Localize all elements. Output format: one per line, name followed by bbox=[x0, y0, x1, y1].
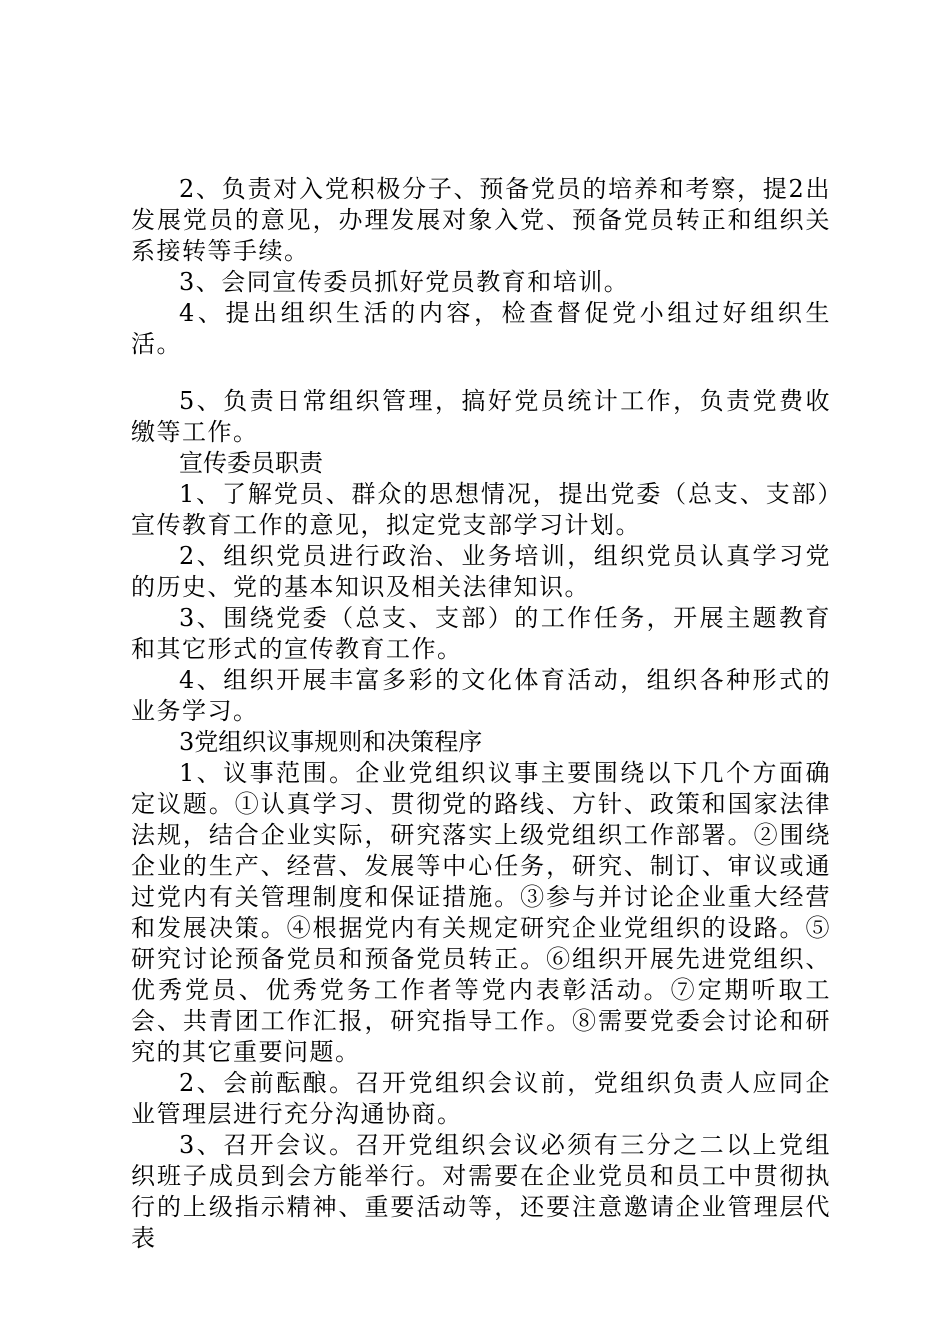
document-body bbox=[131, 174, 831, 1254]
paragraph-publicity-duty-2: 2、组织党员进行政治、业务培训，组织党员认真学习党的历史、党的基本知识及相关法律知识。 bbox=[131, 542, 831, 601]
paragraph-organizing-duty-4: 4、提出组织生活的内容，检查督促党小组过好组织生活。 bbox=[131, 299, 831, 358]
section-heading-publicity-duties: 宣传委员职责 bbox=[179, 449, 323, 477]
paragraph-publicity-duty-4: 4、组织开展丰富多彩的文化体育活动，组织各种形式的业务学习。 bbox=[131, 666, 831, 725]
paragraph-rule-1-scope: 1、议事范围。企业党组织议事主要围绕以下几个方面确定议题。①认真学习、贯彻党的路线、方针、政策和国家法律法规，结合企业实际，研究落实上级党组织工作部署。②围绕企业的生产、经营、发展等中心任务，研究、制订、审议或通过党内有关管理制度和保证措施。③参与并讨论企业重大经营和发展决策。④根据党内有关规定研究企业党组织的设路。⑤研究讨论预备党员和预备党员转正。⑥组织开展先进党组织、优秀党员、优秀党务工作者等党内表彰活动。⑦定期听取工会、共青团工作汇报，研究指导工作。⑧需要党委会讨论和研究的其它重要问题。 bbox=[131, 759, 831, 1066]
paragraph-publicity-duty-1: 1、了解党员、群众的思想情况，提出党委（总支、支部）宣传教育工作的意见，拟定党支部学习计划。 bbox=[131, 480, 831, 539]
paragraph-organizing-duty-2: 2、负责对入党积极分子、预备党员的培养和考察，提2出发展党员的意见，办理发展对象入党、预备党员转正和组织关系接转等手续。 bbox=[131, 175, 831, 265]
paragraph-rule-3-meeting: 3、召开会议。召开党组织会议必须有三分之二以上党组织班子成员到会方能举行。对需要在企业党员和员工中贯彻执行的上级指示精神、重要活动等，还要注意邀请企业管理层代表 bbox=[131, 1131, 831, 1252]
paragraph-publicity-duty-3: 3、围绕党委（总支、支部）的工作任务，开展主题教育和其它形式的宣传教育工作。 bbox=[131, 604, 831, 663]
paragraph-organizing-duty-3: 3、会同宣传委员抓好党员教育和培训。 bbox=[179, 268, 630, 296]
section-heading-rules-and-procedures: 3党组织议事规则和决策程序 bbox=[179, 728, 483, 756]
paragraph-organizing-duty-5: 5、负责日常组织管理，搞好党员统计工作，负责党费收缴等工作。 bbox=[131, 387, 831, 446]
paragraph-rule-2-premeeting: 2、会前酝酿。召开党组织会议前，党组织负责人应同企业管理层进行充分沟通协商。 bbox=[131, 1069, 831, 1128]
